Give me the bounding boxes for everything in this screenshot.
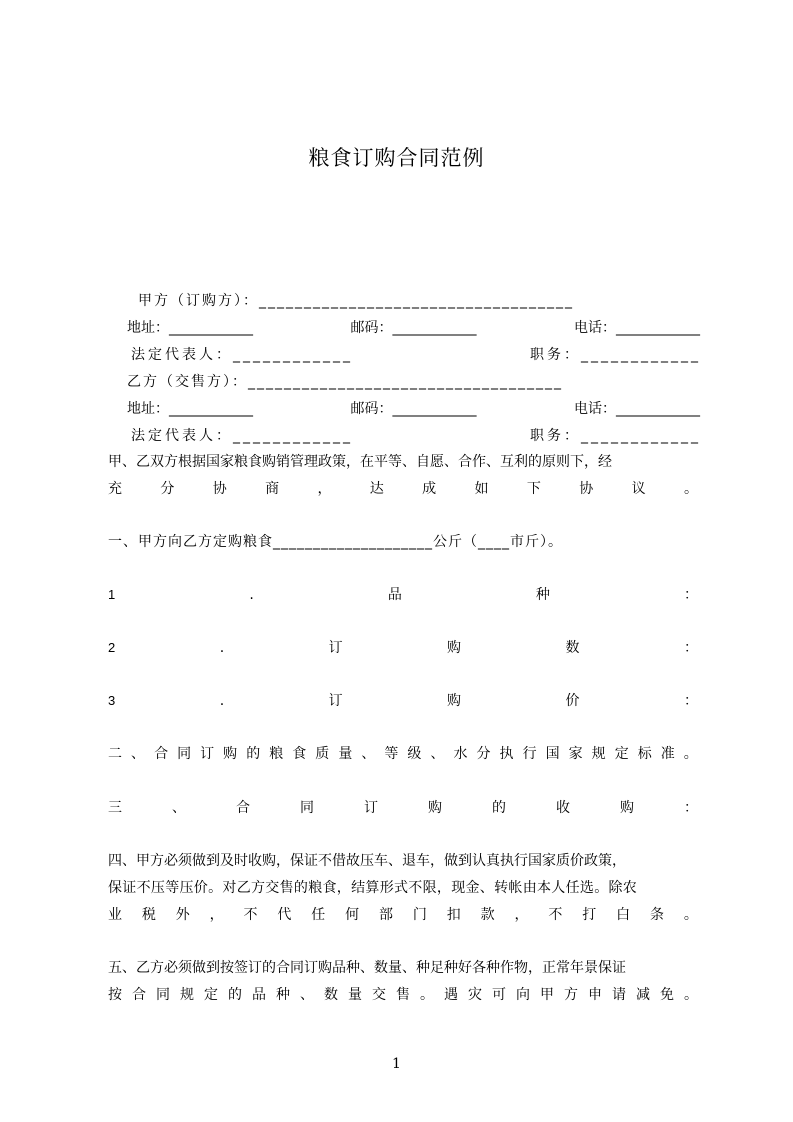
spread-char: 准 <box>660 746 675 762</box>
party-b-address-line <box>127 398 700 420</box>
phone-field: 电话：____________ <box>574 320 700 336</box>
spread-char: 售 <box>396 987 410 1003</box>
spread-char: 请 <box>612 987 626 1003</box>
spread-char: ， <box>514 907 529 923</box>
spread-char: 种 <box>276 987 290 1003</box>
spread-char: 水 <box>453 746 468 762</box>
spread-char: 不 <box>243 907 258 923</box>
spread-char: 外 <box>175 907 190 923</box>
spread-char: 、 <box>300 987 314 1003</box>
spread-char: ： <box>684 587 698 603</box>
spread-char: 部 <box>379 907 393 923</box>
spread-char: 数 <box>324 987 338 1003</box>
spread-char: 价 <box>565 693 580 709</box>
spread-char: 同 <box>300 800 314 816</box>
spread-char: 商 <box>265 481 280 497</box>
spread-char: 、 <box>172 800 186 816</box>
spread-char: 食 <box>292 746 307 762</box>
spread-char: 协 <box>579 481 594 497</box>
spread-char: 打 <box>582 907 597 923</box>
spread-char: 方 <box>564 987 578 1003</box>
spread-char: 、 <box>430 746 445 762</box>
spread-char: 的 <box>228 987 242 1003</box>
spread-char: 按 <box>108 987 122 1003</box>
spread-char: 不 <box>548 907 563 923</box>
spread-char: 白 <box>616 907 631 923</box>
spread-char: 三 <box>108 800 122 816</box>
spread-char: 下 <box>526 481 541 497</box>
spread-char: ： <box>683 693 698 709</box>
clause-1: 一、甲方向乙方定购粮食____________________公斤（____市斤）。 <box>108 534 563 550</box>
spread-char: 品 <box>387 587 402 603</box>
spread-char: 代 <box>277 907 292 923</box>
spread-char: . <box>219 693 225 709</box>
spread-char: 遇 <box>444 987 458 1003</box>
spread-char: 订 <box>364 800 378 816</box>
spread-char: 免 <box>660 987 674 1003</box>
page-title: 粮食订购合同范例 <box>308 146 485 170</box>
spread-char: 向 <box>516 987 530 1003</box>
spread-char: 量 <box>338 746 353 762</box>
spread-char: 规 <box>180 987 194 1003</box>
spread-char: 交 <box>372 987 386 1003</box>
spread-char: 执 <box>499 746 514 762</box>
spread-char: . <box>219 640 225 656</box>
spread-char: 条 <box>650 907 664 923</box>
spread-char: 购 <box>620 800 634 816</box>
job-title-field: 职务：____________ <box>530 428 701 444</box>
spread-char: 种 <box>535 587 550 603</box>
spread-char: 2 <box>108 640 116 655</box>
spread-char: 、 <box>131 746 146 762</box>
spread-char: 分 <box>476 746 491 762</box>
spread-char: 业 <box>108 907 122 923</box>
spread-char: 。 <box>684 987 698 1003</box>
spread-char: 家 <box>568 746 583 762</box>
spread-char: 订 <box>200 746 215 762</box>
spread-char: ， <box>209 907 224 923</box>
spread-char: 定 <box>204 987 218 1003</box>
spread-char: 款 <box>480 907 495 923</box>
spread-char: 规 <box>591 746 606 762</box>
address-field: 地址：____________ <box>127 320 253 336</box>
spread-char: 粮 <box>269 746 284 762</box>
spread-char: 申 <box>588 987 602 1003</box>
address-field: 地址：____________ <box>127 401 253 417</box>
spread-char: 量 <box>348 987 362 1003</box>
clause-5-line-1: 五、乙方必须做到按签订的合同订购品种、数量、种足种好各种作物，正常年景保证 <box>108 960 626 976</box>
party-a-line: 甲方（订购方）：___________________________________ <box>138 293 574 309</box>
spread-char: 。 <box>683 907 698 923</box>
spread-char: 同 <box>177 746 192 762</box>
legal-rep-field: 法定代表人：____________ <box>131 428 353 444</box>
spread-char: 合 <box>236 800 250 816</box>
clause-5-line-2 <box>108 984 698 1006</box>
spread-char: 购 <box>223 746 238 762</box>
spread-char: 购 <box>428 800 442 816</box>
spread-char: 可 <box>492 987 506 1003</box>
clause-4-line-1: 四、甲方必须做到及时收购，保证不借故压车、退车，做到认真执行国家质价政策， <box>108 853 626 869</box>
spread-char: 成 <box>422 481 437 497</box>
spread-char: 质 <box>315 746 330 762</box>
spread-char: 收 <box>556 800 570 816</box>
page-number: 1 <box>392 1056 401 1072</box>
spread-char: 合 <box>132 987 146 1003</box>
intro-line-2 <box>108 478 698 500</box>
spread-char: 税 <box>141 907 156 923</box>
spread-char: 达 <box>369 481 384 497</box>
party-a-rep-line <box>131 344 701 366</box>
spread-char: 的 <box>492 800 506 816</box>
spread-char: ： <box>684 800 698 816</box>
spread-char: 合 <box>154 746 169 762</box>
intro-line-1: 甲、乙双方根据国家粮食购销管理政策，在平等、自愿、合作、互利的原则下，经 <box>108 454 612 470</box>
spread-char: 标 <box>637 746 652 762</box>
spread-char: 甲 <box>540 987 554 1003</box>
spread-char: 级 <box>407 746 422 762</box>
spread-char: 门 <box>412 907 427 923</box>
clause-2 <box>108 743 698 765</box>
spread-char: 品 <box>252 987 266 1003</box>
legal-rep-field: 法定代表人：____________ <box>131 347 353 363</box>
spread-char: ， <box>317 481 332 497</box>
spread-char: 的 <box>246 746 261 762</box>
spread-char: 订 <box>328 693 343 709</box>
clause-4-line-2: 保证不压等压价。对乙方交售的粮食，结算形式不限，现金、转帐由本人任选。除农 <box>108 880 638 896</box>
spread-char: 国 <box>545 746 560 762</box>
clause-4-line-3 <box>108 904 698 926</box>
spread-char: 1 <box>108 587 116 602</box>
spread-char: 购 <box>447 640 462 656</box>
spread-char: 定 <box>614 746 629 762</box>
spread-char: 订 <box>328 640 343 656</box>
postcode-field: 邮码：____________ <box>350 401 477 417</box>
clause-3 <box>108 797 698 819</box>
spread-char: 等 <box>384 746 399 762</box>
item-quantity <box>108 637 698 659</box>
spread-char: 3 <box>108 693 116 708</box>
spread-char: 行 <box>522 746 537 762</box>
spread-char: 扣 <box>446 907 461 923</box>
spread-char: 协 <box>212 481 227 497</box>
spread-char: 。 <box>683 481 698 497</box>
job-title-field: 职务：____________ <box>530 347 701 363</box>
spread-char: 、 <box>361 746 376 762</box>
spread-char: 灾 <box>468 987 482 1003</box>
postcode-field: 邮码：____________ <box>350 320 477 336</box>
phone-field: 电话：____________ <box>574 401 700 417</box>
spread-char: 数 <box>565 640 580 656</box>
spread-char: 。 <box>420 987 434 1003</box>
item-price <box>108 690 698 712</box>
spread-char: 二 <box>108 746 122 762</box>
spread-char: 同 <box>156 987 170 1003</box>
spread-char: ： <box>683 640 698 656</box>
spread-char: 如 <box>474 481 489 497</box>
party-b-line: 乙方（交售方）：___________________________________ <box>127 374 563 390</box>
party-b-rep-line <box>131 425 701 447</box>
spread-char: 分 <box>160 481 175 497</box>
spread-char: 减 <box>636 987 650 1003</box>
spread-char: 任 <box>311 907 326 923</box>
item-variety <box>108 584 698 606</box>
spread-char: 议 <box>631 481 646 497</box>
spread-char: 购 <box>447 693 462 709</box>
spread-char: 充 <box>108 481 122 497</box>
spread-char: 何 <box>345 907 360 923</box>
spread-char: 。 <box>683 746 698 762</box>
party-a-address-line <box>127 317 700 339</box>
spread-char: . <box>249 587 254 603</box>
